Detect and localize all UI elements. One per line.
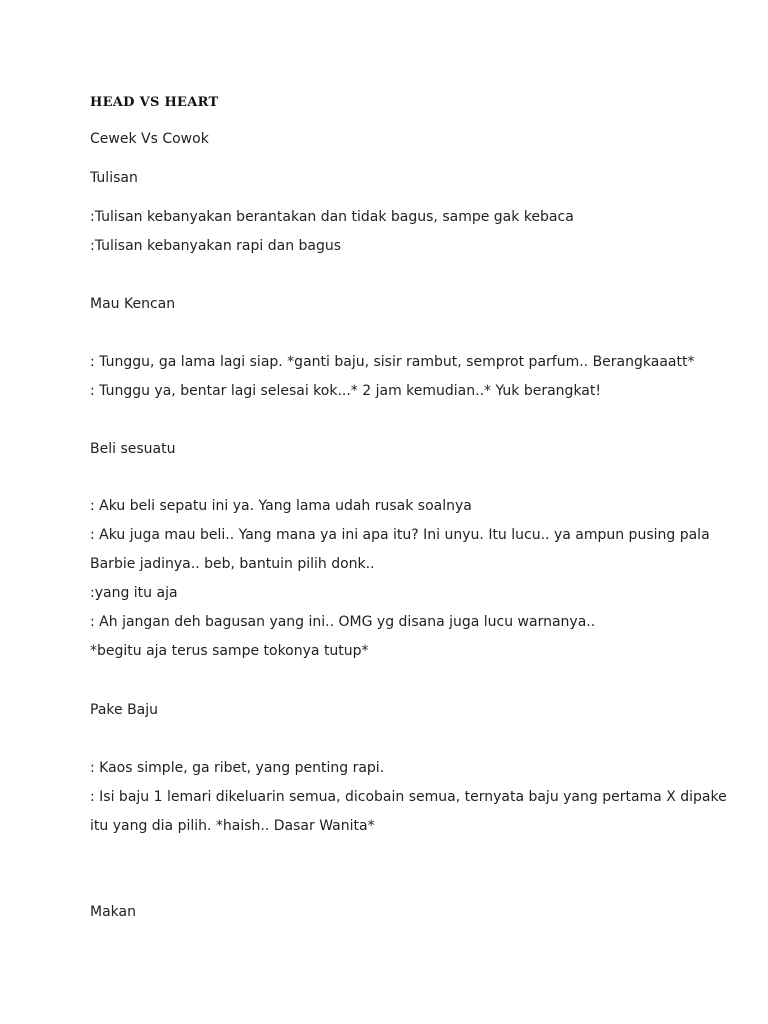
section-heading: Beli sesuatu (90, 441, 176, 457)
section-heading: Makan (90, 904, 136, 920)
text-line: : Isi baju 1 lemari dikeluarin semua, dicobain semua, ternyata baju yang pertama X dipake (90, 789, 727, 805)
text-line: Cewek Vs Cowok (90, 131, 209, 147)
text-line: *begitu aja terus sampe tokonya tutup* (90, 643, 369, 659)
text-line: : Aku juga mau beli.. Yang mana ya ini apa itu? Ini unyu. Itu lucu.. ya ampun pusing pala (90, 527, 710, 543)
text-line: :Tulisan kebanyakan berantakan dan tidak bagus, sampe gak kebaca (90, 209, 574, 225)
document-title: HEAD VS HEART (90, 95, 219, 110)
text-line: : Tunggu, ga lama lagi siap. *ganti baju, sisir rambut, semprot parfum.. Berangkaaatt* (90, 354, 695, 370)
text-line: :yang itu aja (90, 585, 178, 601)
text-line: : Aku beli sepatu ini ya. Yang lama udah rusak soalnya (90, 498, 472, 514)
section-heading: Mau Kencan (90, 296, 176, 312)
text-line: : Tunggu ya, bentar lagi selesai kok...* 2 jam kemudian..* Yuk berangkat! (90, 383, 601, 399)
text-line: : Ah jangan deh bagusan yang ini.. OMG yg disana juga lucu warnanya.. (90, 614, 596, 630)
text-line: :Tulisan kebanyakan rapi dan bagus (90, 238, 342, 254)
text-line: : Kaos simple, ga ribet, yang penting rapi. (90, 760, 385, 776)
section-heading: Pake Baju (90, 702, 159, 718)
text-line: Barbie jadinya.. beb, bantuin pilih donk.. (90, 556, 375, 572)
section-heading: Tulisan (90, 170, 138, 186)
text-line: itu yang dia pilih. *haish.. Dasar Wanita* (90, 818, 375, 834)
